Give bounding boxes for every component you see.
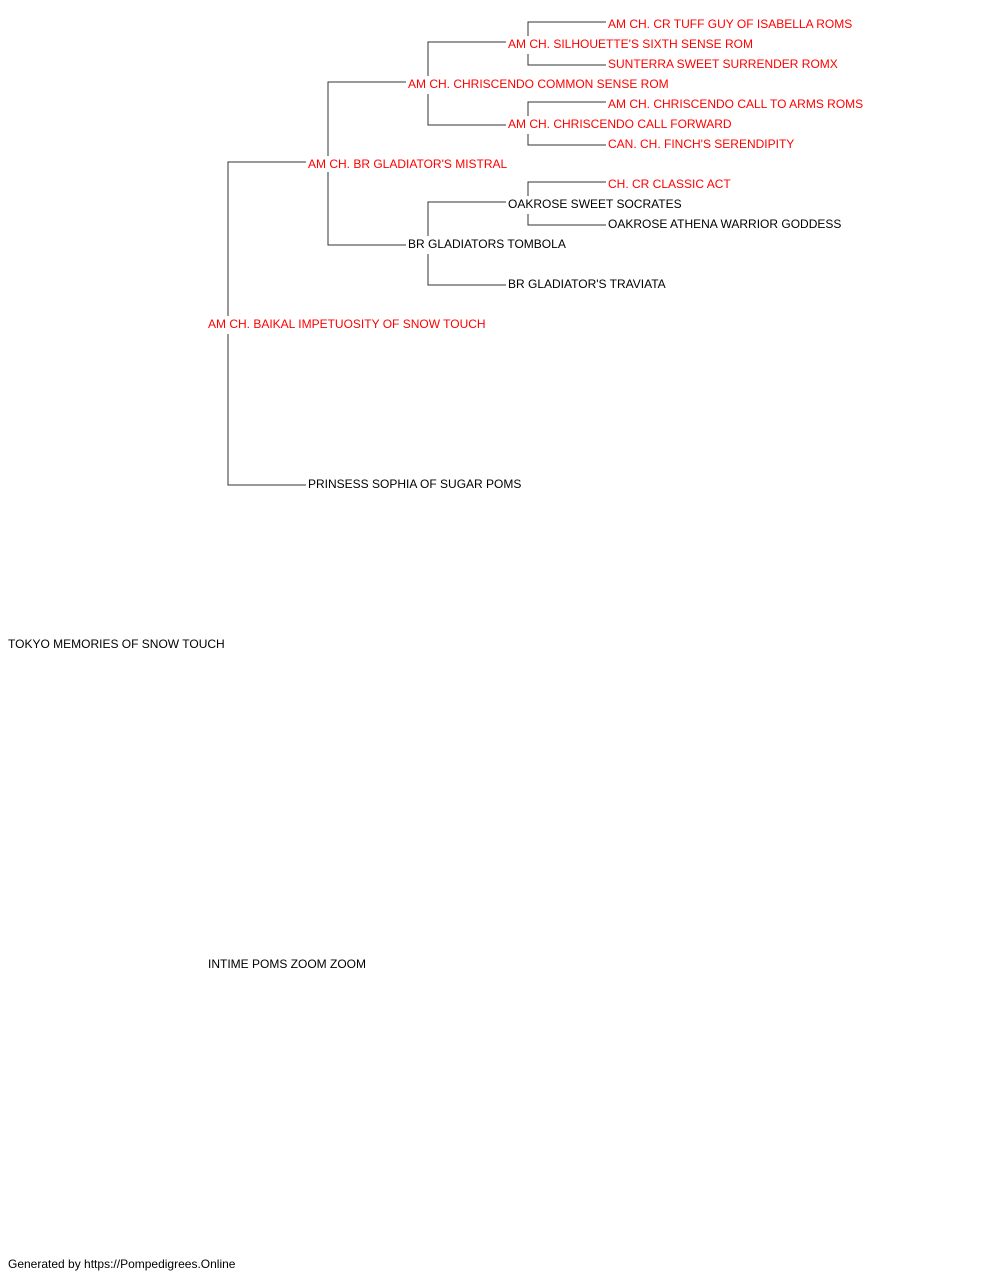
ssds-sire: CH. CR CLASSIC ACT [608,177,731,191]
sss-sire: AM CH. SILHOUETTE'S SIXTH SENSE ROM [508,37,753,51]
ssd-dam: BR GLADIATOR'S TRAVIATA [508,277,666,291]
ssss-dam: SUNTERRA SWEET SURRENDER ROMX [608,57,838,71]
generated-by-footer: Generated by https://Pompedigrees.Online [8,1257,236,1271]
ssd-sire: OAKROSE SWEET SOCRATES [508,197,682,211]
sire-sire: AM CH. BR GLADIATOR'S MISTRAL [308,157,508,171]
sire-dam: PRINSESS SOPHIA OF SUGAR POMS [308,477,522,491]
subject-dog: TOKYO MEMORIES OF SNOW TOUCH [8,637,225,651]
sssd-sire: AM CH. CHRISCENDO CALL TO ARMS ROMS [608,97,864,111]
sss-dam: AM CH. CHRISCENDO CALL FORWARD [508,117,732,131]
sire: AM CH. BAIKAL IMPETUOSITY OF SNOW TOUCH [208,317,486,331]
sire-sire-dam: BR GLADIATORS TOMBOLA [408,237,566,251]
ssds-dam: OAKROSE ATHENA WARRIOR GODDESS [608,217,842,231]
dam: INTIME POMS ZOOM ZOOM [208,957,366,971]
ssss-sire: AM CH. CR TUFF GUY OF ISABELLA ROMS [608,17,853,31]
sssd-dam: CAN. CH. FINCH'S SERENDIPITY [608,137,795,151]
sire-sire-sire: AM CH. CHRISCENDO COMMON SENSE ROM [408,77,669,91]
